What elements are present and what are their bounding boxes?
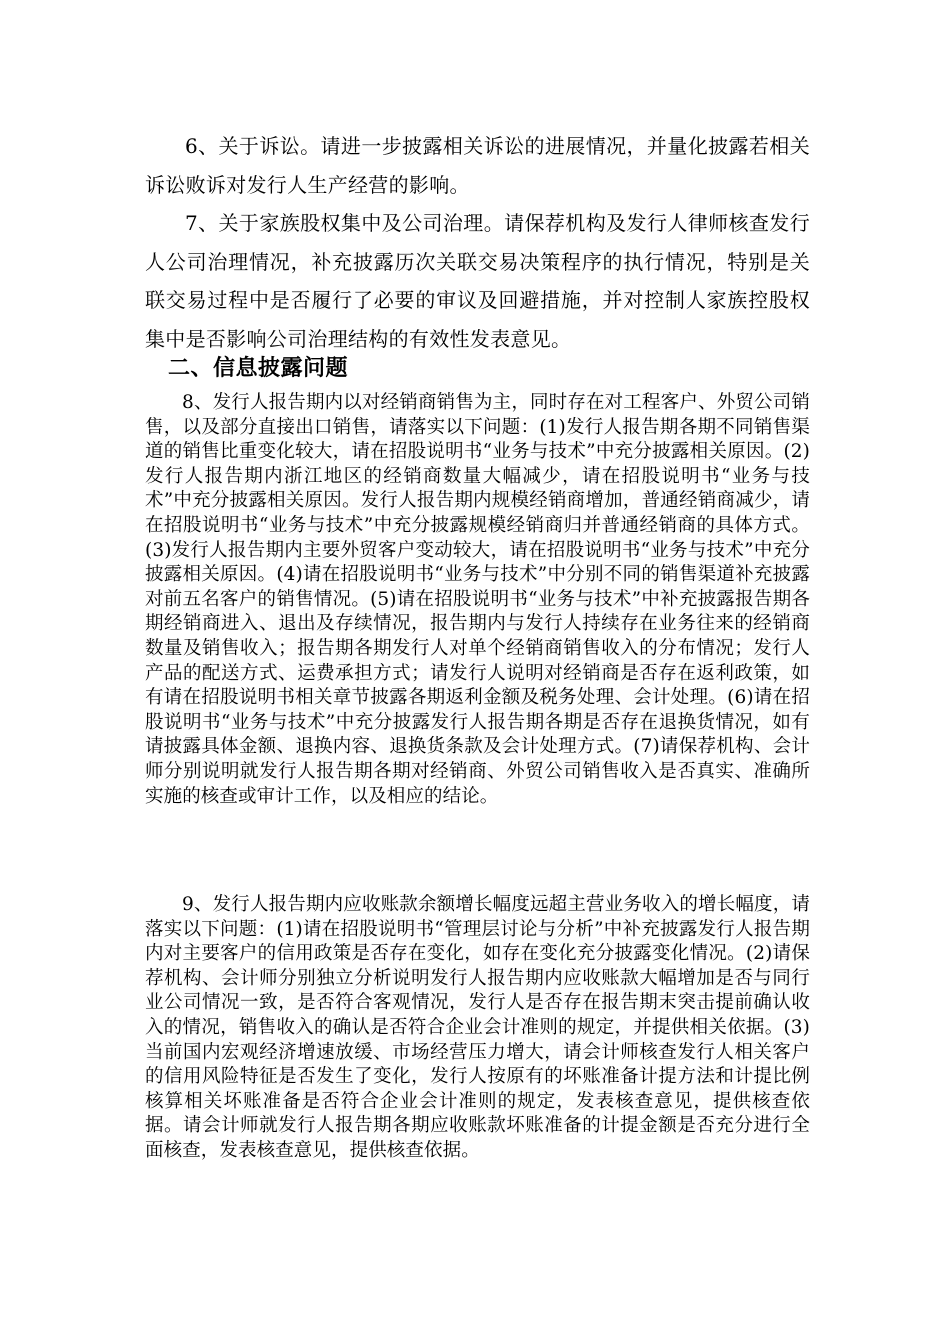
section-heading-information-disclosure: 二、信息披露问题 xyxy=(168,356,349,381)
paragraph-distributor-sales: 8、发行人报告期内以对经销商销售为主，同时存在对工程客户、外贸公司销售，以及部分直接出口销售，请落实以下问题：(1)发行人报告期各期不同销售渠道的销售比重变化较大，请在招股说明书“业务与技术”中充分披露相关原因。(2)发行人报告期内浙江地区的经销商数量大幅减少，请在招股说明书“业务与技术”中充分披露相关原因。发行人报告期内规模经销商增加，普通经销商减少，请在招股说明书“业务与技术”中充分披露规模经销商归并普通经销商的具体方式。(3)发行人报告期内主要外贸客户变动较大，请在招股说明书“业务与技术”中充分披露相关原因。(4)请在招股说明书“业务与技术”中分别不同的销售渠道补充披露对前五名客户的销售情况。(5)请在招股说明书“业务与技术”中补充披露报告期各期经销商进入、退出及存续情况，报告期内与发行人持续存在业务往来的经销商数量及销售收入；报告期各期发行人对单个经销商销售收入的分布情况；发行人产品的配送方式、运费承担方式；请发行人说明对经销商是否存在返利政策，如有请在招股说明书相关章节披露各期返利金额及税务处理、会计处理。(6)请在招股说明书“业务与技术”中充分披露发行人报告期各期是否存在退换货情况，如有请披露具体金额、退换内容、退换货条款及会计处理方式。(7)请保荐机构、会计师分别说明就发行人报告期各期对经销商、外贸公司销售收入是否真实、准确所实施的核查或审计工作，以及相应的结论。 xyxy=(145,392,810,807)
paragraph-litigation: 6、关于诉讼。请进一步披露相关诉讼的进展情况，并量化披露若相关诉讼败诉对发行人生产经营的影响。 xyxy=(145,134,810,197)
paragraph-family-equity-governance: 7、关于家族股权集中及公司治理。请保荐机构及发行人律师核查发行人公司治理情况，补充披露历次关联交易决策程序的执行情况，特别是关联交易过程中是否履行了必要的审议及回避措施，并对控制人家族控股权集中是否影响公司治理结构的有效性发表意见。 xyxy=(145,211,810,351)
paragraph-accounts-receivable: 9、发行人报告期内应收账款余额增长幅度远超主营业务收入的增长幅度，请落实以下问题：(1)请在招股说明书“管理层讨论与分析”中补充披露发行人报告期内对主要客户的信用政策是否存在变化，如存在变化充分披露变化情况。(2)请保荐机构、会计师分别独立分析说明发行人报告期内应收账款大幅增加是否与同行业公司情况一致，是否符合客观情况，发行人是否存在报告期末突击提前确认收入的情况，销售收入的确认是否符合企业会计准则的规定，并提供相关依据。(3)当前国内宏观经济增速放缓、市场经营压力增大，请会计师核查发行人相关客户的信用风险特征是否发生了变化，发行人按原有的坏账准备计提方法和计提比例核算相关坏账准备是否符合企业会计准则的规定，发表核查意见，提供核查依据。请会计师就发行人报告期各期应收账款坏账准备的计提金额是否充分进行全面核查，发表核查意见，提供核查依据。 xyxy=(145,894,810,1161)
